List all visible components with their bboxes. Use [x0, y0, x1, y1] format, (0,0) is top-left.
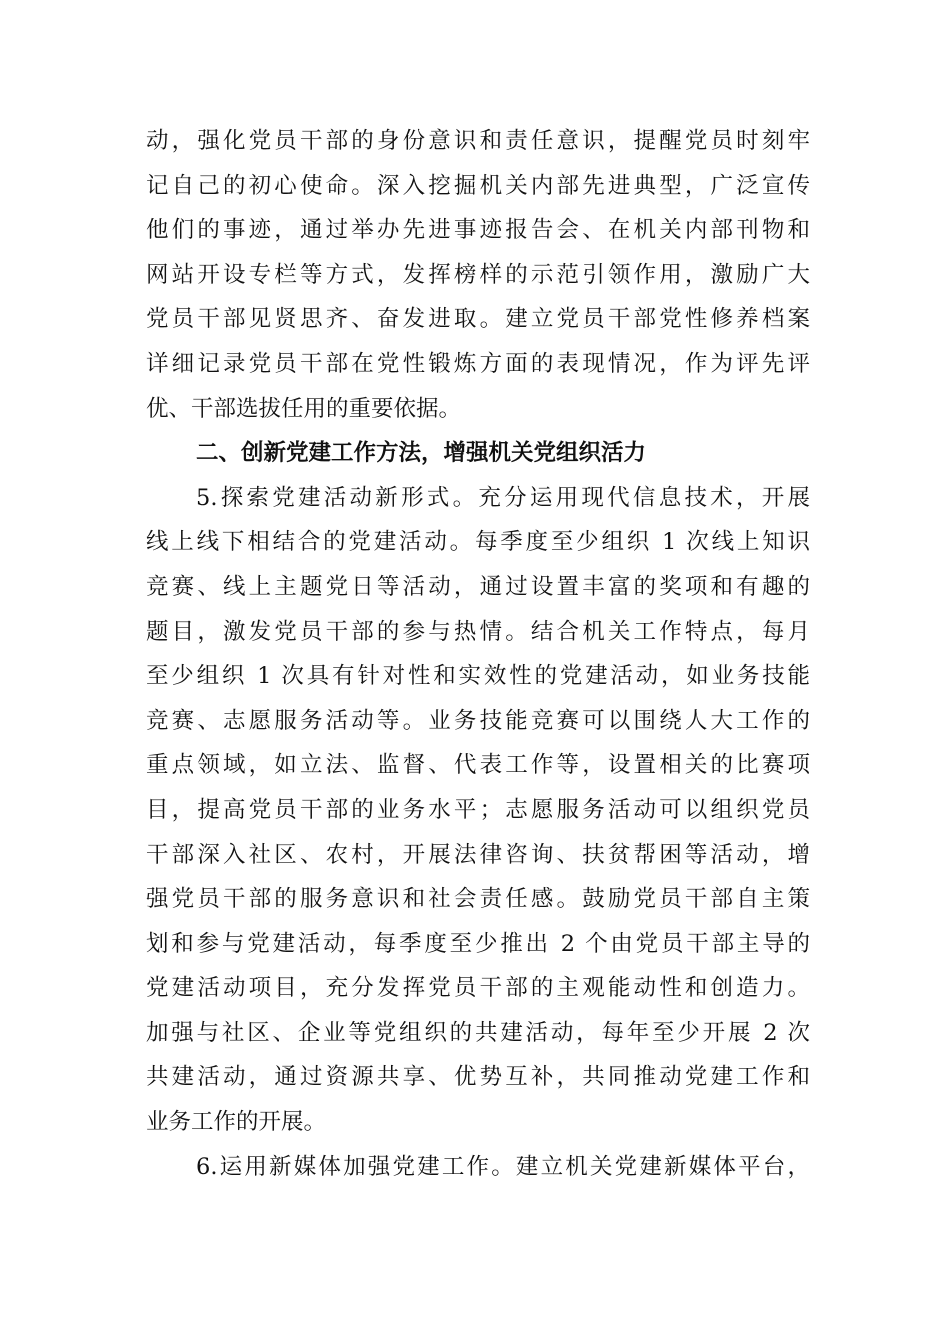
text-line: 竞赛、志愿服务活动等。业务技能竞赛可以围绕人大工作的	[146, 707, 810, 734]
text-line: 党员干部见贤思齐、奋发进取。建立党员干部党性修养档案	[146, 306, 810, 333]
text-line: 题目，激发党员干部的参与热情。结合机关工作特点，每月	[146, 618, 810, 645]
section-heading: 二、创新党建工作方法，增强机关党组织活力	[196, 440, 647, 467]
paragraph-start: 6.运用新媒体加强党建工作。建立机关党建新媒体平台，	[196, 1153, 810, 1180]
text-line: 党建活动项目，充分发挥党员干部的主观能动性和创造力。	[146, 975, 810, 1002]
paragraph-start: 5.探索党建活动新形式。充分运用现代信息技术，开展	[196, 484, 810, 511]
text-line: 目，提高党员干部的业务水平；志愿服务活动可以组织党员	[146, 796, 810, 823]
text-line: 他们的事迹，通过举办先进事迹报告会、在机关内部刊物和	[146, 217, 810, 244]
text-line: 线上线下相结合的党建活动。每季度至少组织 1 次线上知识	[146, 529, 810, 556]
text-line: 加强与社区、企业等党组织的共建活动，每年至少开展 2 次	[146, 1019, 810, 1046]
text-line: 动，强化党员干部的身份意识和责任意识，提醒党员时刻牢	[146, 128, 810, 154]
text-line: 共建活动，通过资源共享、优势互补，共同推动党建工作和	[146, 1064, 810, 1091]
text-line: 至少组织 1 次具有针对性和实效性的党建活动，如业务技能	[146, 663, 810, 690]
text-line: 干部深入社区、农村，开展法律咨询、扶贫帮困等活动，增	[146, 841, 810, 868]
text-line: 网站开设专栏等方式，发挥榜样的示范引领作用，激励广大	[146, 261, 810, 288]
text-line: 详细记录党员干部在党性锻炼方面的表现情况，作为评先评	[146, 350, 810, 377]
body-text	[146, 119, 810, 1189]
text-line: 重点领域，如立法、监督、代表工作等，设置相关的比赛项	[146, 752, 810, 779]
text-line: 优、干部选拔任用的重要依据。	[146, 395, 462, 422]
text-line: 竞赛、线上主题党日等活动，通过设置丰富的奖项和有趣的	[146, 573, 810, 600]
text-line: 划和参与党建活动，每季度至少推出 2 个由党员干部主导的	[146, 930, 810, 957]
text-line: 业务工作的开展。	[146, 1109, 327, 1136]
text-line: 强党员干部的服务意识和社会责任感。鼓励党员干部自主策	[146, 886, 810, 913]
text-line: 记自己的初心使命。深入挖掘机关内部先进典型，广泛宣传	[146, 172, 810, 199]
